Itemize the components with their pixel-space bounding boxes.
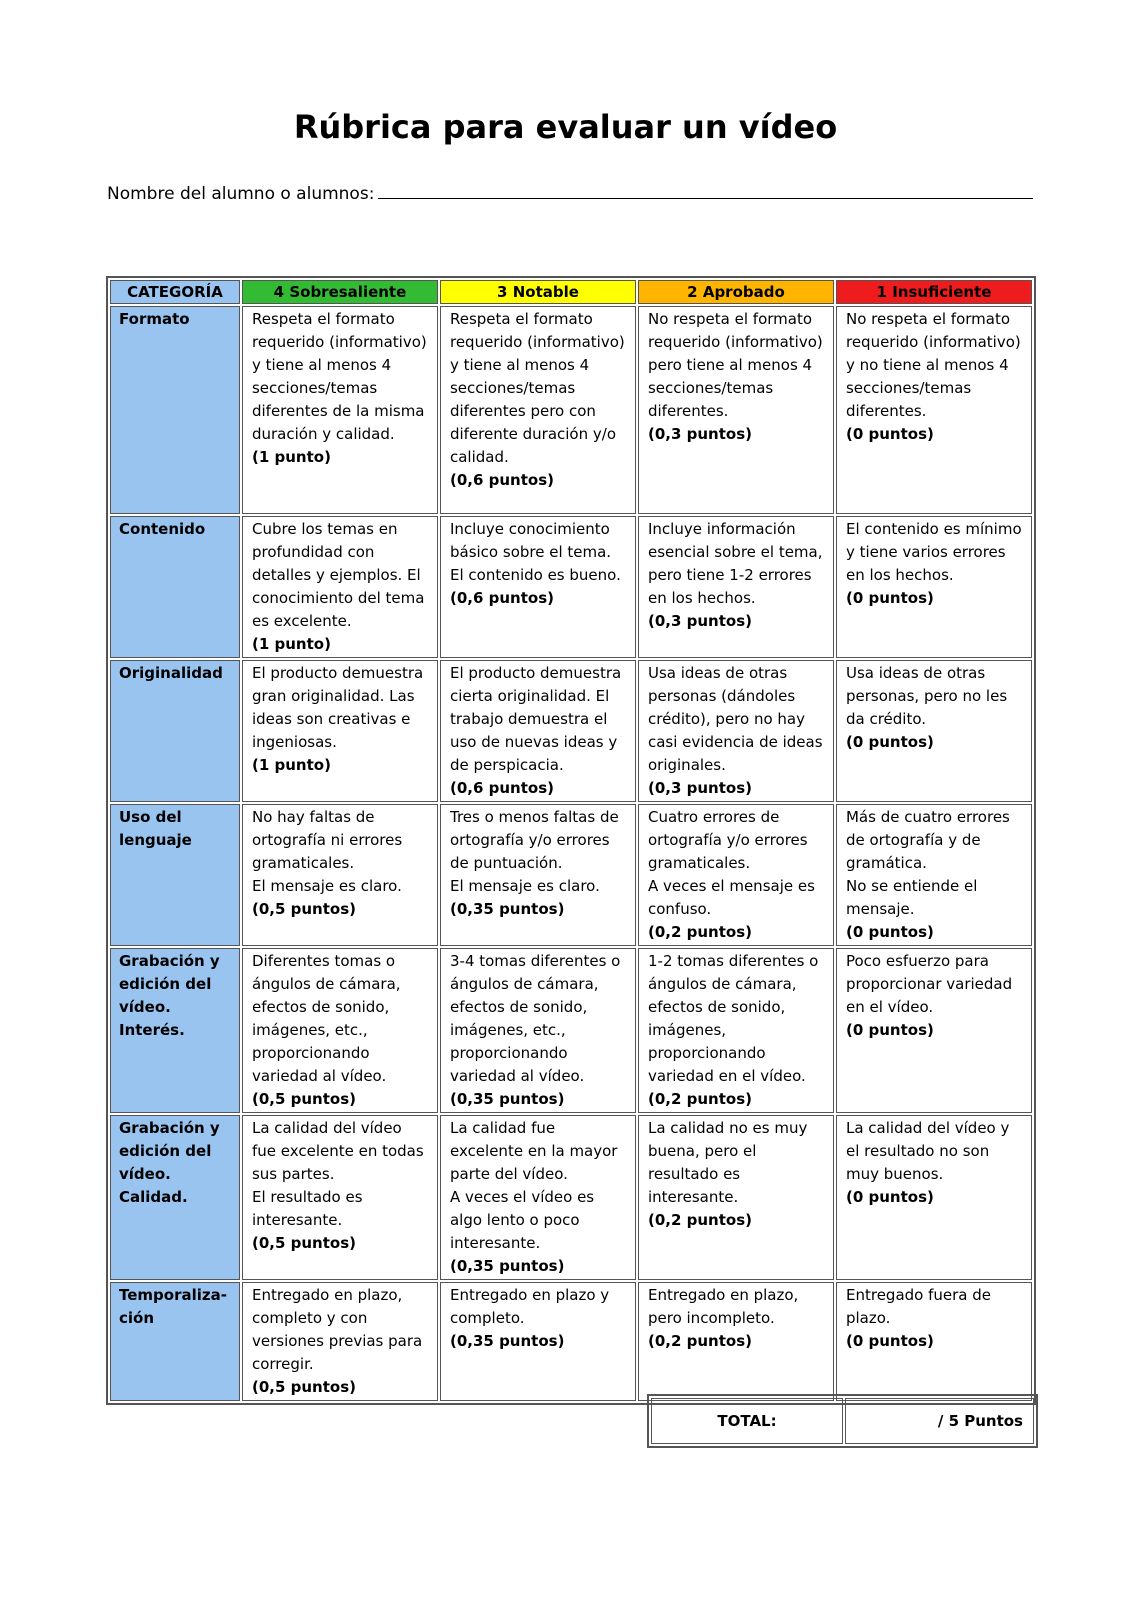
criterion-points: (1 punto) <box>251 756 331 774</box>
category-cell: Originalidad <box>110 660 240 802</box>
criterion-points: (0,35 puntos) <box>449 1090 565 1108</box>
criterion-cell <box>638 516 834 658</box>
criterion-cell <box>440 804 636 946</box>
criterion-cell <box>638 306 834 514</box>
criterion-points: (0,6 puntos) <box>449 589 554 607</box>
criterion-cell <box>242 948 438 1113</box>
criterion-cell <box>440 1115 636 1280</box>
criterion-cell <box>836 306 1032 514</box>
criterion-cell <box>242 804 438 946</box>
criterion-cell <box>638 1115 834 1280</box>
level-header-4: 4 Sobresaliente <box>242 280 438 304</box>
rubric-row <box>110 660 1032 802</box>
criterion-points: (0,2 puntos) <box>647 1332 752 1350</box>
criterion-points: (0,3 puntos) <box>647 425 752 443</box>
student-name-blank-line[interactable] <box>378 181 1033 199</box>
criterion-text: No respeta el formato requerido (informativo) pero tiene al menos 4 secciones/temas diferentes. <box>647 310 823 420</box>
category-header: CATEGORÍA <box>110 280 240 304</box>
criterion-points: (0,2 puntos) <box>647 1090 752 1108</box>
criterion-points: (0,5 puntos) <box>251 1378 356 1396</box>
total-box <box>647 1394 1038 1448</box>
student-name-label: Nombre del alumno o alumnos: <box>107 184 375 204</box>
criterion-text: 3-4 tomas diferentes o ángulos de cámara, efectos de sonido, imágenes, etc., proporcionando variedad al vídeo. <box>449 952 621 1085</box>
criterion-cell <box>440 516 636 658</box>
criterion-points: (1 punto) <box>251 635 331 653</box>
criterion-text: No respeta el formato requerido (informativo) y no tiene al menos 4 secciones/temas diferentes. <box>845 310 1021 420</box>
criterion-cell <box>638 1282 834 1401</box>
rubric-row <box>110 1115 1032 1280</box>
criterion-text: Tres o menos faltas de ortografía y/o errores de puntuación. El mensaje es claro. <box>449 808 619 895</box>
category-cell: Uso del lenguaje <box>110 804 240 946</box>
header-row <box>110 280 1032 304</box>
criterion-cell <box>836 660 1032 802</box>
criterion-cell <box>638 660 834 802</box>
rubric-row <box>110 804 1032 946</box>
criterion-cell <box>836 516 1032 658</box>
criterion-text: Respeta el formato requerido (informativo) y tiene al menos 4 secciones/temas diferentes de la misma duración y calidad. <box>251 310 427 443</box>
criterion-points: (0 puntos) <box>845 1332 934 1350</box>
criterion-points: (0,35 puntos) <box>449 900 565 918</box>
criterion-points: (1 punto) <box>251 448 331 466</box>
criterion-cell <box>836 1282 1032 1401</box>
criterion-text: No hay faltas de ortografía ni errores gramaticales. El mensaje es claro. <box>251 808 403 895</box>
criterion-text: Poco esfuerzo para proporcionar variedad en el vídeo. <box>845 952 1013 1016</box>
criterion-cell <box>440 948 636 1113</box>
category-cell: Temporaliza- ción <box>110 1282 240 1401</box>
criterion-cell <box>836 804 1032 946</box>
criterion-cell <box>440 1282 636 1401</box>
category-cell: Contenido <box>110 516 240 658</box>
criterion-cell <box>242 516 438 658</box>
rubric-row <box>110 948 1032 1113</box>
total-score-field[interactable]: / 5 Puntos <box>845 1398 1034 1444</box>
criterion-text: Diferentes tomas o ángulos de cámara, efectos de sonido, imágenes, etc., proporcionando variedad al vídeo. <box>251 952 401 1085</box>
rubric-row <box>110 1282 1032 1401</box>
criterion-text: El producto demuestra gran originalidad. Las ideas son creativas e ingeniosas. <box>251 664 424 751</box>
criterion-points: (0,5 puntos) <box>251 1234 356 1252</box>
criterion-text: El producto demuestra cierta originalidad. El trabajo demuestra el uso de nuevas ideas y de perspicacia. <box>449 664 622 774</box>
criterion-text: Respeta el formato requerido (informativo) y tiene al menos 4 secciones/temas diferentes pero con diferente duración y/o calidad. <box>449 310 625 466</box>
level-header-2: 2 Aprobado <box>638 280 834 304</box>
rubric-row <box>110 516 1032 658</box>
criterion-text: Entregado fuera de plazo. <box>845 1286 991 1327</box>
criterion-text: La calidad no es muy buena, pero el resultado es interesante. <box>647 1119 808 1206</box>
criterion-points: (0 puntos) <box>845 1188 934 1206</box>
criterion-text: Cuatro errores de ortografía y/o errores gramaticales. A veces el mensaje es confuso. <box>647 808 815 918</box>
criterion-cell <box>242 1115 438 1280</box>
criterion-points: (0,2 puntos) <box>647 1211 752 1229</box>
criterion-text: Más de cuatro errores de ortografía y de gramática. No se entiende el mensaje. <box>845 808 1010 918</box>
criterion-points: (0,2 puntos) <box>647 923 752 941</box>
criterion-text: Usa ideas de otras personas, pero no les da crédito. <box>845 664 1008 728</box>
criterion-points: (0,5 puntos) <box>251 1090 356 1108</box>
criterion-points: (0,5 puntos) <box>251 900 356 918</box>
criterion-text: 1-2 tomas diferentes o ángulos de cámara, efectos de sonido, imágenes, proporcionando variedad en el vídeo. <box>647 952 819 1085</box>
criterion-text: Entregado en plazo, pero incompleto. <box>647 1286 799 1327</box>
category-cell: Formato <box>110 306 240 514</box>
criterion-cell <box>440 660 636 802</box>
criterion-cell <box>638 948 834 1113</box>
criterion-points: (0,35 puntos) <box>449 1332 565 1350</box>
criterion-points: (0 puntos) <box>845 923 934 941</box>
rubric-table <box>106 276 1036 1405</box>
criterion-points: (0,35 puntos) <box>449 1257 565 1275</box>
criterion-cell <box>242 306 438 514</box>
criterion-cell <box>242 1282 438 1401</box>
total-label: TOTAL: <box>651 1398 843 1444</box>
criterion-text: Entregado en plazo, completo y con versiones previas para corregir. <box>251 1286 423 1373</box>
criterion-points: (0,3 puntos) <box>647 612 752 630</box>
criterion-text: La calidad fue excelente en la mayor parte del vídeo. A veces el vídeo es algo lento o poco interesante. <box>449 1119 618 1252</box>
criterion-points: (0 puntos) <box>845 733 934 751</box>
criterion-text: La calidad del vídeo fue excelente en todas sus partes. El resultado es interesante. <box>251 1119 424 1229</box>
criterion-cell <box>242 660 438 802</box>
criterion-points: (0 puntos) <box>845 425 934 443</box>
criterion-points: (0,6 puntos) <box>449 471 554 489</box>
rubric-row <box>110 306 1032 514</box>
category-cell: Grabación y edición del vídeo. Interés. <box>110 948 240 1113</box>
level-header-3: 3 Notable <box>440 280 636 304</box>
criterion-points: (0 puntos) <box>845 1021 934 1039</box>
criterion-text: Incluye información esencial sobre el tema, pero tiene 1-2 errores en los hechos. <box>647 520 823 607</box>
student-name-field[interactable] <box>107 181 1037 204</box>
criterion-text: Incluye conocimiento básico sobre el tema. El contenido es bueno. <box>449 520 621 584</box>
page-title: Rúbrica para evaluar un vídeo <box>293 108 838 146</box>
criterion-points: (0 puntos) <box>845 589 934 607</box>
criterion-text: Cubre los temas en profundidad con detalles y ejemplos. El conocimiento del tema es excelente. <box>251 520 425 630</box>
category-cell: Grabación y edición del vídeo. Calidad. <box>110 1115 240 1280</box>
criterion-text: La calidad del vídeo y el resultado no son muy buenos. <box>845 1119 1010 1183</box>
criterion-points: (0,3 puntos) <box>647 779 752 797</box>
criterion-cell <box>836 1115 1032 1280</box>
criterion-cell <box>638 804 834 946</box>
criterion-text: El contenido es mínimo y tiene varios errores en los hechos. <box>845 520 1022 584</box>
criterion-cell <box>836 948 1032 1113</box>
level-header-1: 1 Insuficiente <box>836 280 1032 304</box>
criterion-points: (0,6 puntos) <box>449 779 554 797</box>
criterion-cell <box>440 306 636 514</box>
criterion-text: Entregado en plazo y completo. <box>449 1286 610 1327</box>
criterion-text: Usa ideas de otras personas (dándoles crédito), pero no hay casi evidencia de ideas originales. <box>647 664 823 774</box>
